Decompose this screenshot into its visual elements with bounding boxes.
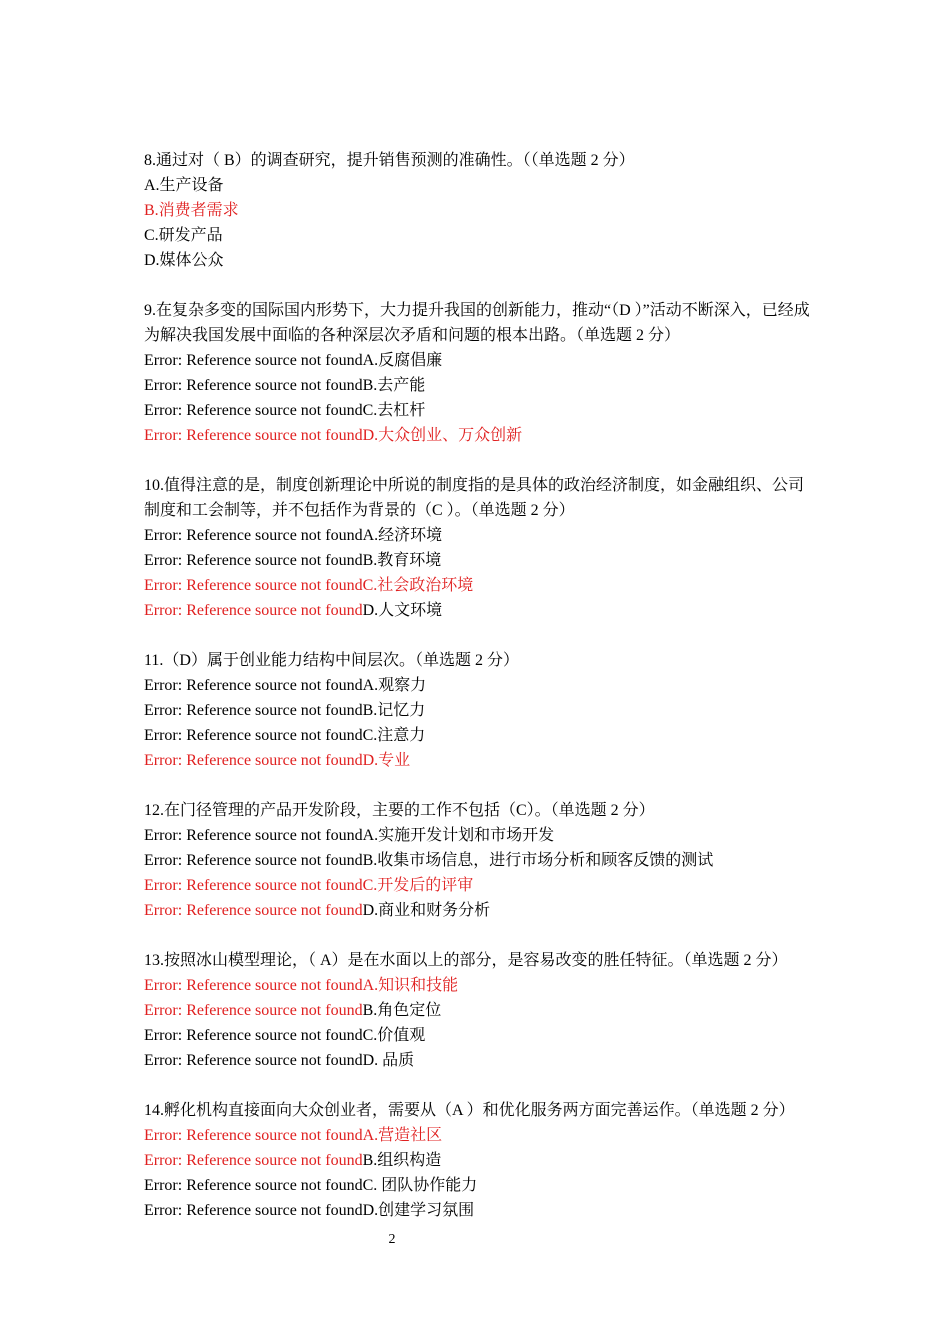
answer-option: D.媒体公众 [144, 252, 224, 269]
option-line [144, 723, 814, 748]
answer-option: B.记忆力 [362, 702, 426, 719]
reference-error-text: Error: Reference source not found [144, 552, 363, 569]
reference-error-text: Error: Reference source not found [144, 427, 363, 444]
reference-error-text: Error: Reference source not found [144, 1027, 363, 1044]
answer-option: A.观察力 [362, 677, 427, 694]
question-block [144, 798, 814, 923]
reference-error-text: Error: Reference source not found [144, 677, 363, 694]
question-stem [144, 648, 814, 673]
reference-error-text: Error: Reference source not found [144, 1052, 363, 1069]
reference-error-text: Error: Reference source not found [144, 702, 363, 719]
answer-option: B.教育环境 [362, 552, 442, 569]
option-line [144, 748, 814, 773]
page-number: 2 [388, 1232, 396, 1247]
question-text: 9.在复杂多变的国际国内形势下，大力提升我国的创新能力，推动“（D ）”活动不断深入，已经成为解决我国发展中面临的各种深层次矛盾和问题的根本出路。（单选题 2 分） [144, 302, 810, 344]
option-line [144, 573, 814, 598]
question-stem [144, 473, 814, 523]
answer-option: C.注意力 [362, 727, 426, 744]
answer-option: D.创建学习氛围 [362, 1202, 475, 1219]
reference-error-text: Error: Reference source not found [144, 902, 363, 919]
question-stem [144, 298, 814, 348]
reference-error-text: Error: Reference source not found [144, 727, 363, 744]
option-line [144, 1148, 814, 1173]
option-line [144, 973, 814, 998]
question-text: 11.（D）属于创业能力结构中间层次。（单选题 2 分） [144, 652, 519, 669]
answer-option: C.研发产品 [144, 227, 223, 244]
option-line [144, 698, 814, 723]
reference-error-text: Error: Reference source not found [144, 1202, 363, 1219]
option-line [144, 423, 814, 448]
document-page [144, 148, 814, 1248]
answer-option: D. 品质 [362, 1052, 415, 1069]
option-line [144, 1173, 814, 1198]
correct-answer-option: D.大众创业、万众创新 [362, 427, 523, 444]
answer-option: C.去杠杆 [362, 402, 426, 419]
answer-option: C.价值观 [362, 1027, 426, 1044]
reference-error-text: Error: Reference source not found [144, 1127, 363, 1144]
question-block [144, 148, 814, 273]
option-line [144, 998, 814, 1023]
answer-option: B.去产能 [362, 377, 426, 394]
answer-option: C. 团队协作能力 [362, 1177, 478, 1194]
option-line [144, 1023, 814, 1048]
reference-error-text: Error: Reference source not found [144, 977, 363, 994]
question-block [144, 298, 814, 448]
answer-option: A.生产设备 [144, 177, 224, 194]
correct-answer-option: D.专业 [362, 752, 411, 769]
correct-answer-option: B.消费者需求 [144, 202, 239, 219]
option-line [144, 598, 814, 623]
answer-option: B.组织构造 [362, 1152, 442, 1169]
question-stem [144, 798, 814, 823]
answer-option: A.经济环境 [362, 527, 443, 544]
answer-option: D.人文环境 [362, 602, 443, 619]
question-block [144, 948, 814, 1073]
question-text: 8.通过对（ B）的调查研究，提升销售预测的准确性。（（单选题 2 分） [144, 152, 635, 169]
option-line [144, 223, 814, 248]
answer-option: A.实施开发计划和市场开发 [362, 827, 555, 844]
question-text: 10.值得注意的是，制度创新理论中所说的制度指的是具体的政治经济制度，如金融组织、公司制度和工会制等，并不包括作为背景的（C ）。（单选题 2 分） [144, 477, 805, 519]
answer-option: A.反腐倡廉 [362, 352, 443, 369]
option-line [144, 348, 814, 373]
option-line [144, 898, 814, 923]
option-line [144, 398, 814, 423]
correct-answer-option: C.社会政治环境 [362, 577, 474, 594]
reference-error-text: Error: Reference source not found [144, 877, 363, 894]
question-block [144, 648, 814, 773]
reference-error-text: Error: Reference source not found [144, 827, 363, 844]
option-line [144, 873, 814, 898]
option-line [144, 848, 814, 873]
reference-error-text: Error: Reference source not found [144, 852, 363, 869]
answer-option: D.商业和财务分析 [362, 902, 491, 919]
question-stem [144, 1098, 814, 1123]
reference-error-text: Error: Reference source not found [144, 1152, 363, 1169]
option-line [144, 1123, 814, 1148]
option-line [144, 1048, 814, 1073]
reference-error-text: Error: Reference source not found [144, 352, 363, 369]
option-line [144, 198, 814, 223]
correct-answer-option: A.知识和技能 [362, 977, 459, 994]
reference-error-text: Error: Reference source not found [144, 402, 363, 419]
option-line [144, 1198, 814, 1223]
reference-error-text: Error: Reference source not found [144, 752, 363, 769]
option-line [144, 548, 814, 573]
option-line [144, 173, 814, 198]
reference-error-text: Error: Reference source not found [144, 527, 363, 544]
answer-option: B.收集市场信息，进行市场分析和顾客反馈的测试 [362, 852, 714, 869]
option-line [144, 373, 814, 398]
reference-error-text: Error: Reference source not found [144, 577, 363, 594]
reference-error-text: Error: Reference source not found [144, 602, 363, 619]
option-line [144, 248, 814, 273]
question-text: 12.在门径管理的产品开发阶段，主要的工作不包括（C）。（单选题 2 分） [144, 802, 655, 819]
correct-answer-option: A.营造社区 [362, 1127, 443, 1144]
reference-error-text: Error: Reference source not found [144, 1002, 363, 1019]
option-line [144, 823, 814, 848]
answer-option: B.角色定位 [362, 1002, 442, 1019]
question-text: 14.孵化机构直接面向大众创业者，需要从（A ）和优化服务两方面完善运作。（单选题 2 分） [144, 1102, 795, 1119]
question-stem [144, 148, 814, 173]
question-block [144, 1098, 814, 1223]
question-stem [144, 948, 814, 973]
question-text: 13.按照冰山模型理论，（ A）是在水面以上的部分，是容易改变的胜任特征。（单选题 2 分） [144, 952, 788, 969]
reference-error-text: Error: Reference source not found [144, 1177, 363, 1194]
correct-answer-option: C.开发后的评审 [362, 877, 474, 894]
option-line [144, 673, 814, 698]
reference-error-text: Error: Reference source not found [144, 377, 363, 394]
question-block [144, 473, 814, 623]
option-line [144, 523, 814, 548]
